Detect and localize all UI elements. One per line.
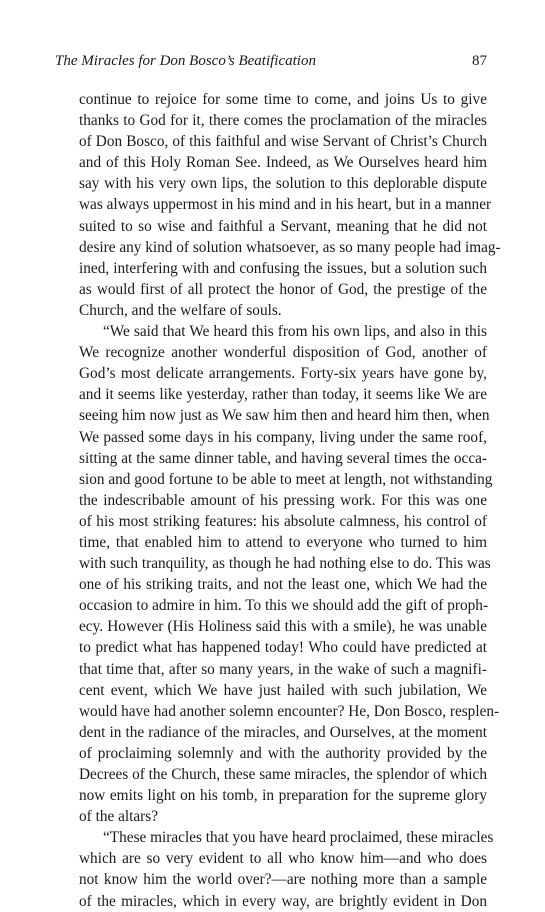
text-line: would have had another solemn encounter? He, Don Bosco, resplen- [79,702,500,720]
text-line: of the altars? [79,808,158,826]
text-line: cent event, which We have just hailed with such jubilation, We [79,681,487,699]
text-line: sitting at the same dinner table, and having several times the occa- [79,449,487,467]
text-line: ined, interfering with and confusing the issues, but a solution such [79,259,487,277]
page-number: 87 [472,53,487,69]
text-line: was always uppermost in his mind and in his heart, but in a manner [79,196,492,214]
text-line: as would first of all protect the honor of God, the prestige of the [79,280,487,298]
paragraph [79,827,494,911]
text-line: of his most striking features: his absolute calmness, his control of [79,512,487,530]
text-line: dent in the radiance of the miracles, and Ourselves, at the moment [79,723,487,741]
text-line: seeing him now just as We saw him then and heard him then, when [79,407,490,425]
text-line: and it seems like yesterday, rather than today, it seems like We are [79,386,487,404]
running-title: The Miracles for Don Bosco’s Beatification [55,53,316,69]
text-line: the indescribable amount of his pressing work. For this was one [79,491,487,509]
text-line: Church, and the welfare of souls. [79,301,282,319]
text-line: suited to so wise and faithful a Servant, meaning that he did not [79,217,487,235]
text-line: We recognize another wonderful disposition of God, another of [79,344,487,362]
text-line: with such tranquility, as though he had nothing else to do. This was [79,555,491,573]
text-line: ecy. However (His Holiness said this with a smile), he was unable [79,618,487,636]
text-line: “These miracles that you have heard proclaimed, these miracles [103,829,494,847]
text-line: of the miracles, which in every way, are brightly evident in Don [79,892,487,910]
text-line: to predict what has happened today! Who could have predicted at [79,639,487,657]
text-line: desire any kind of solution whatsoever, as so many people had imag- [79,238,501,256]
text-line: continue to rejoice for some time to come, and joins Us to give [79,91,487,108]
text-line: occasion to admire in him. To this we should add the gift of proph- [79,597,489,615]
text-line: God’s most delicate arrangements. Forty-six years have gone by, [79,365,487,383]
text-line: not know him the world over?—are nothing more than a sample [79,871,487,889]
text-line: of proclaiming solemnly and with the authority provided by the [79,744,487,762]
text-line: which are so very evident to all who know him—and who does [79,850,487,868]
text-line: We passed some days in his company, living under the same roof, [79,428,487,446]
text-line: time, that enabled him to attend to everyone who turned to him [79,533,487,551]
paragraph [79,321,500,827]
text-line: of Don Bosco, of this faithful and wise Servant of Christ’s Church [79,133,487,151]
body-text [79,89,501,912]
paragraph [79,89,501,321]
page-header [55,50,487,72]
text-line: and of this Holy Roman See. Indeed, as We Ourselves heard him [79,154,487,172]
text-line: thanks to God for it, there comes the proclamation of the miracles [79,112,487,130]
text-line: say with his very own lips, the solution to this deplorable dispute [79,175,487,193]
text-line: Decrees of the Church, these same miracles, the splendor of which [79,766,487,783]
text-line: sion and good fortune to be able to meet at length, not withstanding [79,470,493,488]
text-line: that time that, after so many years, in the wake of such a magnifi- [79,660,487,678]
text-line: “We said that We heard this from his own lips, and also in this [103,323,487,341]
text-line: one of his striking traits, and not the least one, which We had the [79,576,487,594]
text-line: now emits light on his tomb, in preparation for the supreme glory [79,787,487,805]
